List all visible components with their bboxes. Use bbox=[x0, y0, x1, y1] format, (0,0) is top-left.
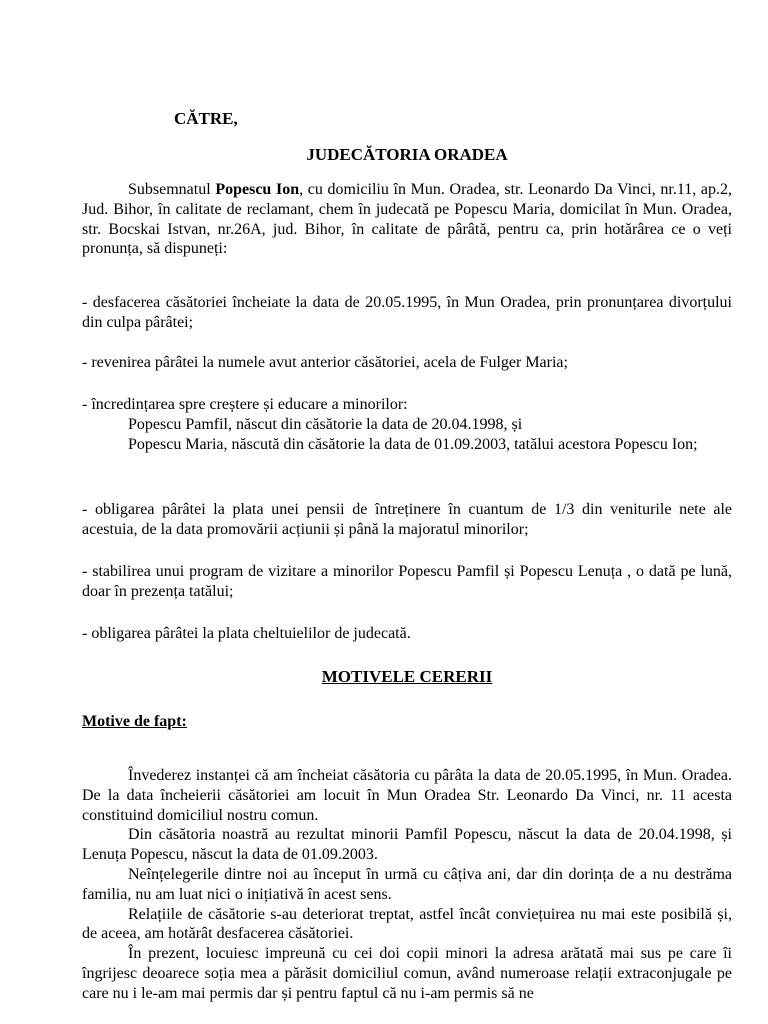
facts-paragraph: În prezent, locuiesc impreună cu cei doi copii minori la adresa arătată mai sus pe care îi îngrijesc deoarece soția mea a părăsit domiciliul comun, având numeroase relații extraconjugale pe care nu i le-am mai permis dar și pentru faptul că nu i-am permis să ne bbox=[82, 945, 732, 1002]
plaintiff-name: Popescu Ion bbox=[215, 181, 300, 198]
section-title: MOTIVELE CERERII bbox=[321, 667, 493, 686]
facts-paragraph: Învederez instanței că am încheiat căsătoria cu pârâta la data de 20.05.1995, în Mun. Oradea. De la data încheierii căsătoriei am locuit în Mun Oradea Str. Leonardo Da Vinci, nr. 11 acesta constituind domiciliul nostru comun. bbox=[82, 767, 732, 824]
request-custody bbox=[82, 395, 732, 454]
court-name-heading: JUDECĂTORIA ORADEA bbox=[306, 145, 508, 164]
request-item: - desfacerea căsătoriei încheiate la data de 20.05.1995, în Mun Oradea, prin pronunțarea divorțului din culpa pârâtei; bbox=[82, 294, 732, 331]
facts-subtitle bbox=[82, 712, 187, 732]
facts-paragraph: Relațiile de căsătorie s-au deteriorat treptat, astfel încât conviețuirea nu mai este posibilă și, de aceea, am hotărât desfacerea căsătoriei. bbox=[82, 905, 732, 943]
request-subitem: Popescu Maria, născută din căsătorie la data de 01.09.2003, tatălui acestora Popescu Ion; bbox=[128, 435, 698, 453]
request-visitation bbox=[82, 562, 732, 602]
intro-text-post: , cu domiciliu în Mun. Oradea, str. Leonardo Da Vinci, nr.11, ap.2, Jud. Bihor, în calitate de reclamant, chem în judecată pe Popescu Maria, domicilat în Mun. Oradea, str. Bocskai Istvan, nr.26A, jud. Bihor, în calitate de pârâtă, pentru ca, prin hotărârea ce o veți pronunța, să dispuneți: bbox=[82, 181, 733, 258]
request-subitem: Popescu Pamfil, născut din căsătorie la data de 20.04.1998, și bbox=[128, 415, 523, 433]
request-name-revert bbox=[82, 353, 732, 373]
facts-paragraph: Din căsătoria noastră au rezultat minorii Pamfil Popescu, născut la data de 20.04.1998, și Lenuța Popescu, născut la data de 01.09.2003. bbox=[82, 826, 732, 864]
request-item: - revenirea pârâtei la numele avut anterior căsătoriei, acela de Fulger Maria; bbox=[82, 354, 568, 371]
intro-text-pre: Subsemnatul bbox=[128, 181, 216, 198]
facts-body bbox=[82, 766, 732, 1004]
request-item: - obligarea pârâtei la plata cheltuielilor de judecată. bbox=[82, 625, 411, 642]
request-item: - încredințarea spre creștere și educare a minorilor: bbox=[82, 396, 408, 413]
request-item: - stabilirea unui program de vizitare a minorilor Popescu Pamfil și Popescu Lenuța , o dată pe lună, doar în prezența tatălui; bbox=[82, 563, 732, 600]
intro-paragraph bbox=[82, 180, 732, 259]
facts-paragraph: Neînțelegerile dintre noi au început în urmă cu câțiva ani, dar din dorința de a nu destrăma familia, nu am luat nici o inițiativă în acest sens. bbox=[82, 865, 732, 903]
request-costs bbox=[82, 624, 732, 644]
facts-subtitle-text: Motive de fapt bbox=[82, 713, 182, 730]
request-divorce bbox=[82, 293, 732, 333]
request-alimony bbox=[82, 500, 732, 540]
request-item: - obligarea pârâtei la plata unei pensii de întreținere în cuantum de 1/3 din veniturile nete ale acestuia, de la data promovării acțiunii și până la majoratul minorilor; bbox=[82, 501, 732, 538]
addressee-heading: CĂTRE, bbox=[174, 109, 238, 128]
facts-subtitle-colon: : bbox=[181, 713, 187, 730]
